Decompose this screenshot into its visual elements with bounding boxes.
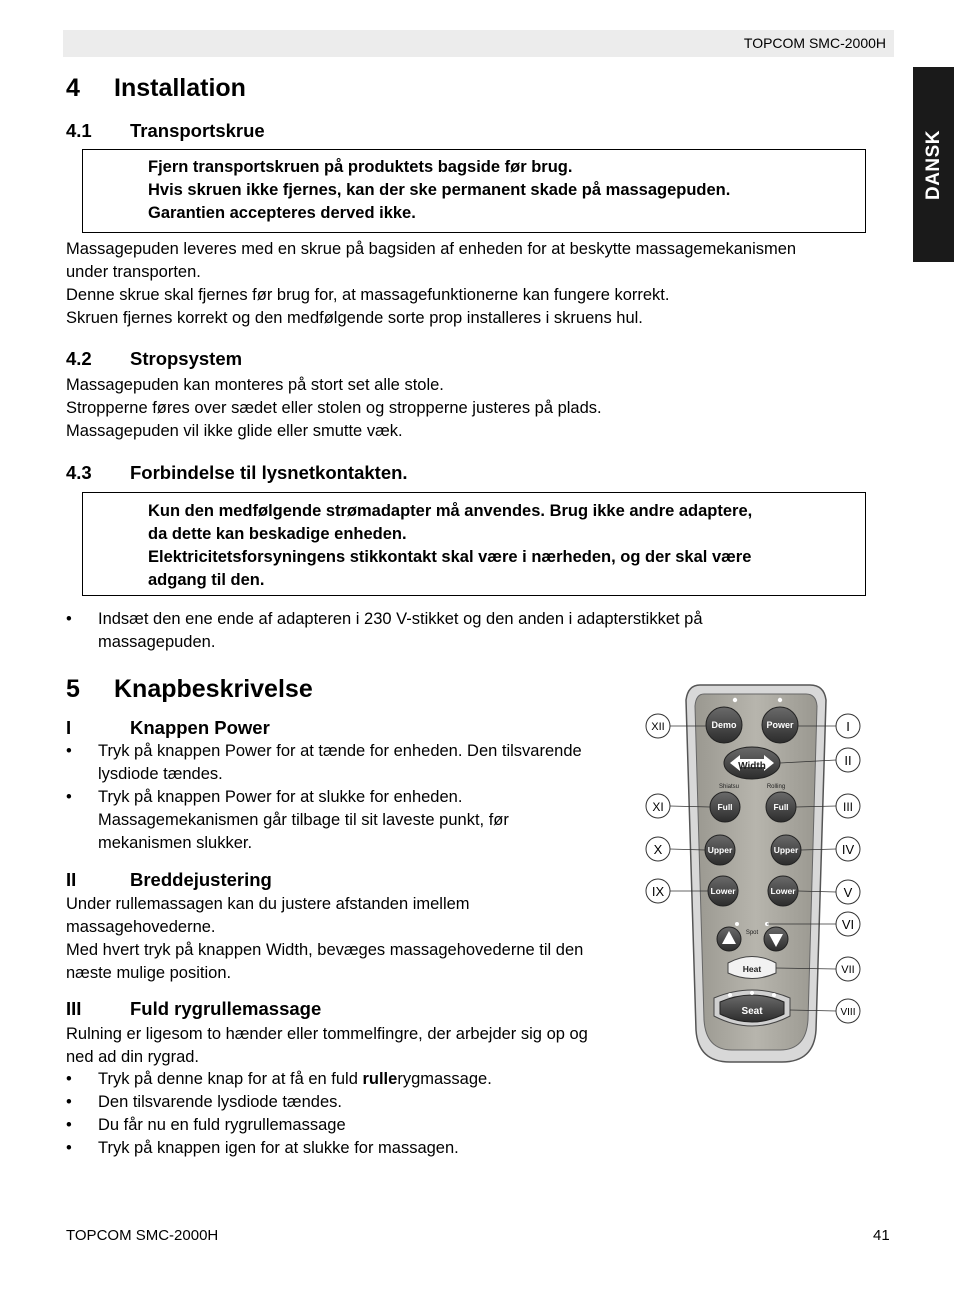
warning-line: adgang til den. bbox=[148, 571, 265, 589]
callout-XII bbox=[646, 714, 670, 738]
page-number: 41 bbox=[873, 1227, 890, 1244]
callout-label: II bbox=[844, 753, 852, 768]
body-line: Denne skrue skal fjernes før brug for, at massagefunktionerne kan fungere korrekt. bbox=[66, 286, 670, 304]
section-4-heading bbox=[66, 74, 246, 103]
section-number: 4.3 bbox=[66, 462, 92, 483]
power-adapter-warning-box bbox=[82, 492, 866, 596]
shiatsu-lower-button[interactable] bbox=[708, 876, 738, 906]
section-number: 4 bbox=[66, 74, 80, 102]
bullet-item: • Du får nu en fuld rygrullemassage bbox=[66, 1114, 636, 1137]
button-label: Lower bbox=[770, 886, 796, 896]
body-line: Under rullemassagen kan du justere afstanden imellem bbox=[66, 895, 470, 913]
section-number: 4.2 bbox=[66, 348, 92, 369]
led-icon bbox=[735, 922, 739, 926]
section-number: I bbox=[66, 717, 72, 738]
callout-label: VI bbox=[841, 917, 855, 932]
led-icon bbox=[772, 993, 776, 997]
bullet-item: • Tryk på knappen igen for at slukke for massagen. bbox=[66, 1137, 636, 1160]
callout-IX bbox=[646, 879, 670, 903]
rolling-label: Rolling bbox=[766, 784, 786, 790]
bullet-item: • Tryk på knappen Power for at slukke for enheden. Massagemekanismen går tilbage til sit laveste punkt, før mekanismen slukker. bbox=[66, 786, 636, 855]
callout-VI bbox=[836, 912, 860, 936]
section-4-3-heading bbox=[66, 462, 408, 484]
section-4-2-body bbox=[66, 374, 602, 443]
bullet-text: Indsæt den ene ende af adapteren i 230 V-stikket og den anden i adapterstikket på bbox=[98, 610, 703, 628]
callout-V bbox=[836, 880, 860, 904]
section-number: II bbox=[66, 869, 77, 890]
callout-VIII bbox=[836, 999, 860, 1023]
section-title: Installation bbox=[114, 74, 246, 102]
section-5-heading bbox=[66, 675, 313, 704]
warning-line: Hvis skruen ikke fjernes, kan der ske permanent skade på massagepuden. bbox=[148, 181, 731, 199]
body-line: massagehovederne. bbox=[66, 918, 216, 936]
section-4-1-heading bbox=[66, 120, 265, 142]
bullet-text: Tryk på denne knap for at få en fuld bbox=[98, 1070, 363, 1088]
body-line: Massagepuden vil ikke glide eller smutte væk. bbox=[66, 422, 403, 440]
led-icon bbox=[778, 698, 782, 702]
led-icon bbox=[728, 993, 732, 997]
button-label: Upper bbox=[773, 845, 799, 855]
body-line: Stropperne føres over sædet eller stolen og stropperne justeres på plads. bbox=[66, 399, 602, 417]
section-number: 4.1 bbox=[66, 120, 92, 141]
callout-VII bbox=[836, 957, 860, 981]
body-line: under transporten. bbox=[66, 263, 201, 281]
bullet-text: lysdiode tændes. bbox=[98, 765, 223, 783]
warning-line: Elektricitetsforsyningens stikkontakt skal være i nærheden, og der skal være bbox=[148, 548, 752, 566]
button-label: Lower bbox=[710, 886, 736, 896]
body-line: Med hvert tryk på knappen Width, bevæges massagehovederne til den bbox=[66, 941, 584, 959]
width-button-label: Width bbox=[738, 761, 766, 772]
seat-button-label: Seat bbox=[741, 1006, 763, 1017]
button-label: Upper bbox=[707, 845, 733, 855]
button-label: Full bbox=[773, 802, 789, 812]
section-4-2-heading bbox=[66, 348, 242, 370]
section-title: Fuld rygrullemassage bbox=[130, 998, 322, 1019]
heat-button-label: Heat bbox=[742, 964, 762, 974]
bullet-text: massagepuden. bbox=[98, 633, 216, 651]
bullet-text: Du får nu en fuld rygrullemassage bbox=[98, 1116, 346, 1134]
callout-label: V bbox=[843, 885, 853, 900]
bullet-text: Tryk på knappen Power for at tænde for enheden. Den tilsvarende bbox=[98, 742, 582, 760]
rolling-upper-button[interactable] bbox=[771, 835, 801, 865]
bullet-text: Tryk på knappen igen for at slukke for massagen. bbox=[98, 1139, 459, 1157]
bullet-text: Den tilsvarende lysdiode tændes. bbox=[98, 1093, 342, 1111]
warning-line: da dette kan beskadige enheden. bbox=[148, 525, 407, 543]
header-product: TOPCOM SMC-2000H bbox=[743, 35, 886, 51]
bullet-item: • Tryk på knappen Power for at tænde for enheden. Den tilsvarende lysdiode tændes. bbox=[66, 740, 636, 786]
remote-control-illustration bbox=[640, 680, 870, 1070]
warning-line: Kun den medfølgende strømadapter må anvendes. Brug ikke andre adaptere, bbox=[148, 502, 753, 520]
bullet-item: • Tryk på denne knap for at få en fuld rullerygmassage. bbox=[66, 1070, 492, 1088]
body-line: Massagepuden leveres med en skrue på bagsiden af enheden for at beskytte massagemekanismen bbox=[66, 240, 797, 258]
seat-button[interactable] bbox=[714, 990, 790, 1026]
bullet-text: rygmassage. bbox=[397, 1070, 492, 1088]
body-line: Skruen fjernes korrekt og den medfølgende sorte prop installeres i skruens hul. bbox=[66, 309, 643, 327]
bullet-bold-text: rulle bbox=[362, 1070, 398, 1088]
warning-line: Fjern transportskruen på produktets bagside før brug. bbox=[148, 158, 573, 176]
language-tab-label: DANSK bbox=[922, 129, 944, 200]
callout-label: III bbox=[842, 800, 854, 814]
spot-label: Spot bbox=[745, 930, 759, 936]
section-III-heading bbox=[66, 998, 321, 1020]
section-4-1-body bbox=[66, 238, 796, 330]
spot-up-button[interactable] bbox=[717, 927, 741, 951]
shiatsu-upper-button[interactable] bbox=[705, 835, 735, 865]
section-number: 5 bbox=[66, 675, 80, 703]
callout-label: VIII bbox=[840, 1007, 856, 1018]
callout-XI bbox=[646, 794, 670, 818]
section-number: III bbox=[66, 998, 82, 1019]
callout-label: VII bbox=[841, 964, 855, 976]
body-line: næste mulige position. bbox=[66, 964, 232, 982]
section-title: Transportskrue bbox=[130, 120, 265, 141]
warning-line: Garantien accepteres derved ikke. bbox=[148, 204, 416, 222]
callout-label: XII bbox=[651, 721, 665, 733]
callout-label: IV bbox=[841, 842, 855, 857]
callout-label: IX bbox=[651, 884, 665, 899]
width-button[interactable] bbox=[724, 747, 780, 779]
footer-product: TOPCOM SMC-2000H bbox=[66, 1227, 219, 1244]
section-title: Forbindelse til lysnetkontakten. bbox=[130, 462, 408, 483]
body-line: Massagepuden kan monteres på stort set alle stole. bbox=[66, 376, 444, 394]
callout-II bbox=[836, 748, 860, 772]
section-II-heading bbox=[66, 869, 272, 891]
callout-III bbox=[836, 794, 860, 818]
spot-down-button[interactable] bbox=[764, 927, 788, 951]
bullet-item: • Den tilsvarende lysdiode tændes. bbox=[66, 1091, 636, 1114]
bullet-item: • Indsæt den ene ende af adapteren i 230 V-stikket og den anden i adapterstikket på massagepuden. bbox=[66, 608, 826, 654]
bullet-text: Tryk på knappen Power for at slukke for enheden. bbox=[98, 788, 463, 806]
section-title: Stropsystem bbox=[130, 348, 243, 369]
power-button-label: Power bbox=[766, 720, 794, 730]
led-icon bbox=[750, 991, 754, 995]
rolling-full-button[interactable] bbox=[766, 792, 796, 822]
language-tab bbox=[913, 67, 954, 262]
bullet-text: Massagemekanismen går tilbage til sit laveste punkt, før bbox=[98, 811, 509, 829]
transport-screw-warning-box bbox=[82, 149, 866, 233]
callout-IV bbox=[836, 837, 860, 861]
callout-label: XI bbox=[652, 800, 664, 814]
section-title: Breddejustering bbox=[130, 869, 272, 890]
heat-button[interactable] bbox=[728, 957, 776, 979]
section-II-body bbox=[66, 893, 583, 985]
button-label: Full bbox=[717, 802, 733, 812]
body-line: ned ad din rygrad. bbox=[66, 1048, 200, 1066]
section-title: Knapbeskrivelse bbox=[114, 675, 313, 703]
shiatsu-label: Shiatsu bbox=[718, 784, 740, 790]
callout-label: X bbox=[653, 842, 663, 857]
bullet-text: mekanismen slukker. bbox=[98, 834, 253, 852]
demo-button[interactable] bbox=[706, 707, 742, 743]
demo-button-label: Demo bbox=[711, 720, 737, 730]
section-I-heading bbox=[66, 717, 270, 739]
shiatsu-full-button[interactable] bbox=[710, 792, 740, 822]
section-III-body bbox=[66, 1023, 588, 1069]
callout-X bbox=[646, 837, 670, 861]
body-line: Rulning er ligesom to hænder eller tommelfingre, der arbejder sig op og bbox=[66, 1025, 588, 1043]
section-title: Knappen Power bbox=[130, 717, 270, 738]
power-button[interactable] bbox=[762, 707, 798, 743]
callout-I bbox=[836, 714, 860, 738]
rolling-lower-button[interactable] bbox=[768, 876, 798, 906]
callout-label: I bbox=[846, 719, 850, 734]
led-icon bbox=[733, 698, 737, 702]
